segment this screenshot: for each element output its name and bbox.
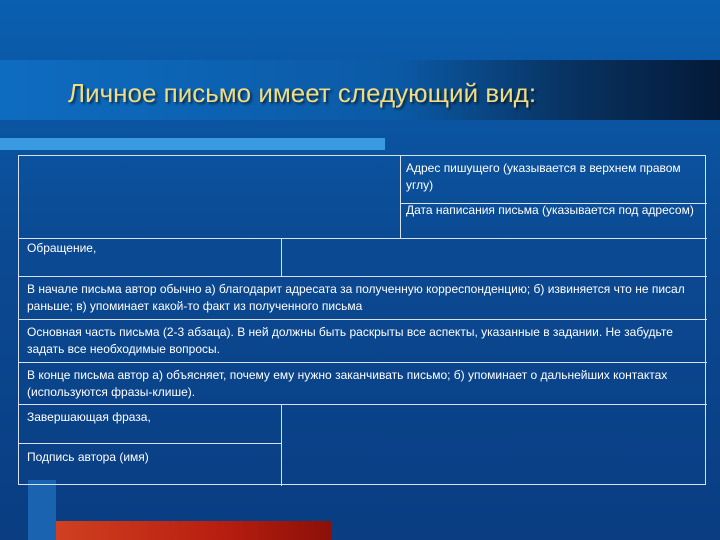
decorative-red-bar — [56, 521, 331, 540]
table-rule — [19, 362, 707, 363]
opening-paragraph-cell: В начале письма автор обычно а) благодарит адресата за полученную корреспонденцию; б) извиняется что не писал раньше; в) упоминает какой-то факт из полученного письма — [27, 282, 685, 313]
table-rule — [19, 443, 281, 444]
table-rule — [281, 238, 282, 276]
greeting-cell: Обращение, — [27, 241, 97, 255]
title-underline-bar — [0, 138, 385, 150]
decorative-strip — [28, 480, 56, 540]
main-body-cell: Основная часть письма (2-3 абзаца). В ней должны быть раскрыты все аспекты, указанные в задании. Не забудьте задать все необходимые вопросы. — [27, 325, 673, 356]
sender-address-cell: Адрес пишущего (указывается в верхнем правом углу) — [406, 161, 681, 192]
table-rule — [19, 276, 707, 277]
signature-cell: Подпись автора (имя) — [27, 450, 149, 464]
table-rule — [19, 404, 707, 405]
closing-phrase-cell: Завершающая фраза, — [27, 410, 151, 424]
table-rule — [281, 404, 282, 486]
closing-paragraph-cell: В конце письма автор а) объясняет, почему ему нужно заканчивать письмо; б) упоминает о дальнейших контактах (используются фразы-клише). — [27, 368, 668, 399]
table-rule — [19, 319, 707, 320]
slide-title: Личное письмо имеет следующий вид: — [68, 78, 537, 108]
letter-date-cell: Дата написания письма (указывается под адресом) — [406, 203, 694, 217]
letter-structure-table — [18, 155, 706, 485]
